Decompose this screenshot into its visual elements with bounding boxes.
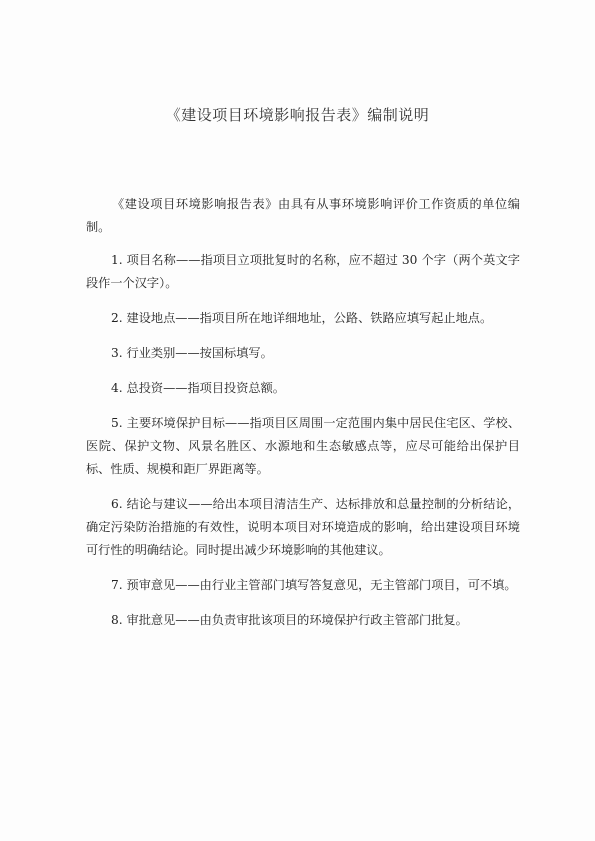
list-item xyxy=(86,412,520,481)
list-item xyxy=(86,307,520,330)
item-text: 建设地点——指项目所在地详细地址，公路、铁路应填写起止地点。 xyxy=(126,311,493,325)
item-number: 4. xyxy=(111,381,123,395)
list-item xyxy=(86,249,520,295)
intro-paragraph: 《建设项目环境影响报告表》由具有从事环境影响评价工作资质的单位编制。 xyxy=(86,197,520,234)
item-number: 6. xyxy=(111,497,123,511)
document-body xyxy=(86,193,520,644)
list-item xyxy=(86,574,520,597)
item-text: 项目名称——指项目立项批复时的名称，应不超过 30 个字（两个英文字段作一个汉字）。 xyxy=(86,253,520,290)
item-number: 5. xyxy=(111,416,123,430)
list-item xyxy=(86,493,520,562)
item-number: 2. xyxy=(111,311,123,325)
item-text: 预审意见——由行业主管部门填写答复意见，无主管部门项目，可不填。 xyxy=(126,578,517,592)
item-text: 审批意见——由负责审批该项目的环境保护行政主管部门批复。 xyxy=(126,613,468,627)
item-number: 8. xyxy=(111,613,123,627)
item-number: 1. xyxy=(111,253,123,267)
item-text: 主要环境保护目标——指项目区周围一定范围内集中居民住宅区、学校、医院、保护文物、风景名胜区、水源地和生态敏感点等，应尽可能给出保护目标、性质、规模和距厂界距离等。 xyxy=(86,416,521,476)
item-number: 3. xyxy=(111,346,123,360)
list-item xyxy=(86,342,520,365)
list-item xyxy=(86,377,520,400)
list-item xyxy=(86,609,520,632)
page-title: 《建设项目环境影响报告表》编制说明 xyxy=(165,106,430,124)
item-text: 行业类别——按国标填写。 xyxy=(126,346,273,360)
item-number: 7. xyxy=(111,578,123,592)
item-text: 总投资——指项目投资总额。 xyxy=(126,381,285,395)
item-text: 结论与建议——给出本项目清洁生产、达标排放和总量控制的分析结论，确定污染防治措施的有效性，说明本项目对环境造成的影响，给出建设项目环境可行性的明确结论。同时提出减少环境影响的其他建议。 xyxy=(86,497,521,557)
